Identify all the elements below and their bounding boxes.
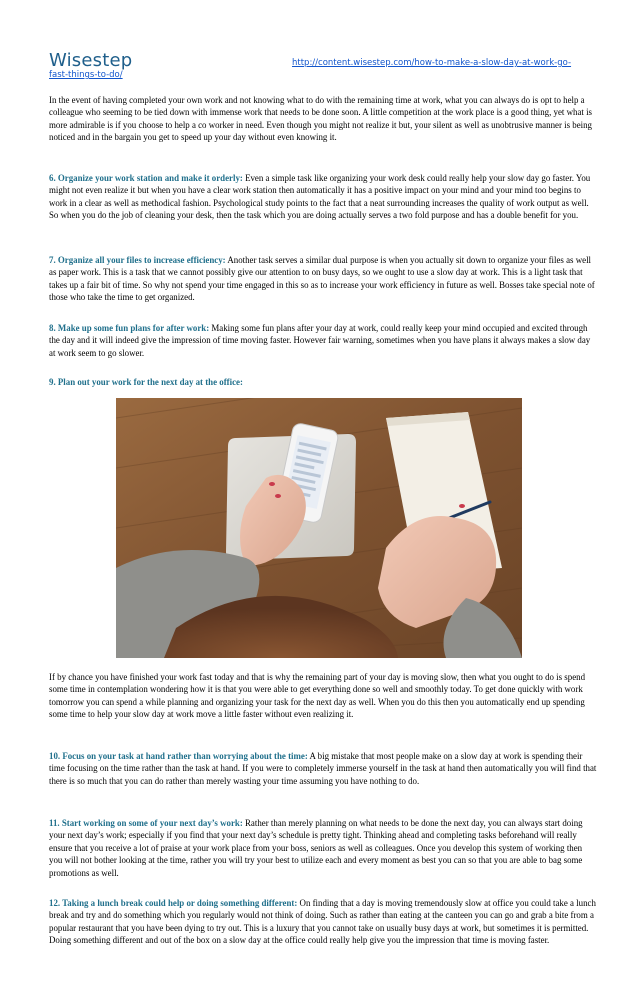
section-7-body: Another task serves a similar dual purpose is when you actually sit down to organize your files as well as paper work. This is a task that we cannot possibly give our attention to on busy days, so we ought to use a slow day at work. This is a light task that takes up a fair bit of time. So why not spend your time engaged in this so as to increase your work efficiency in future as well. Bosses take special note of those who take the time to get organized.: [49, 255, 595, 303]
brand-title: Wisestep: [49, 50, 133, 71]
section-12-body: On finding that a day is moving tremendously slow at office you could take a lunch break and try and do something which you regularly would not think of doing. Such as rather than eating at the canteen you can go and grab a bite from a popular restaurant that you have been dying to try out. This is a luxury that you cannot take on usually busy days at work, but sometimes it is permitted. Doing something different and out of the box on a slow day at the office could really help give you the impression that time is moving faster.: [49, 898, 596, 946]
section-7-heading: 7. Organize all your files to increase efficiency:: [49, 255, 226, 265]
section-8: [49, 322, 597, 359]
photo-desk-phone-notebook-icon: [116, 398, 522, 658]
section-9-heading: 9. Plan out your work for the next day at the office:: [49, 377, 243, 387]
section-10-heading: 10. Focus on your task at hand rather than worrying about the time:: [49, 751, 308, 761]
section-10-body: A big mistake that most people make on a slow day at work is spending their time focusing on the time rather than the task at hand. If you were to completely immerse yourself in the task at hand then automatically you will find that there is so much that you can do rather than merely wasting your time assuming you have nothing to do.: [49, 751, 597, 786]
section-6-body: Even a simple task like organizing your work desk could really help your slow day go faster. You might not even realize it but when you have a clear work station then automatically it has a positive impact on your mind and your mind too begins to work in a clear as well as methodical fashion. Psychological study points to the fact that a neat surrounding increases the quality of work output as well. So when you do the job of cleaning your desk, then the task which you are doing actually serves a two fold purpose and has a double benefit for you.: [49, 173, 591, 221]
section-9: [49, 376, 597, 388]
section-10: [49, 750, 597, 787]
section-11: [49, 817, 597, 879]
section-7: [49, 254, 597, 304]
source-link-line-1[interactable]: http://content.wisestep.com/how-to-make-a-slow-day-at-work-go-: [292, 58, 572, 68]
section-12-heading: 12. Taking a lunch break could help or doing something different:: [49, 898, 298, 908]
after-image-paragraph: If by chance you have finished your work fast today and that is why the remaining part of your day is moving slow, then what you ought to do is spend some time in contemplation wondering how it is that you were able to get everything done so well and smoothly today. To get done quickly with work tomorrow you can spend a while planning and organizing your task for the next day as well. When you do this then you automatically end up spending some time to help your slow day at work move a little faster without even realizing it.: [49, 672, 586, 720]
section-6-heading: 6. Organize your work station and make it orderly:: [49, 173, 243, 183]
section-11-body: Rather than merely planning on what needs to be done the next day, you can always start doing your next day’s work; especially if you find that your next day’s schedule is pretty tight. Thinking ahead and completing tasks beforehand will really ensure that you receive a lot of praise at your work place from your boss, seniors as well as colleagues. Once you develop this system of working then you will not bother looking at the time, rather you will try your best to utilize each and every moment as best you can so that you are able to bag some promotions as well.: [49, 818, 583, 878]
intro-paragraph: In the event of having completed your own work and not knowing what to do with the remaining time at work, what you can always do is opt to help a colleague who seeming to be tied down with immense work that needs to be done soon. A little competition at the work place is a good thing, yet what is more admirable is if you choose to help a co worker in need. Even though you might not realize it but, your silent as well as unobtrusive manner is being noticed and in the bargain you get to speed up your day without even knowing it.: [49, 95, 592, 143]
section-12: [49, 897, 597, 947]
section-8-heading: 8. Make up some fun plans for after work:: [49, 323, 210, 333]
section-11-heading: 11. Start working on some of your next day’s work:: [49, 818, 243, 828]
desk-photo: [116, 398, 522, 658]
source-link-line-2[interactable]: fast-things-to-do/: [49, 70, 123, 80]
section-6: [49, 172, 597, 222]
section-8-body: Making some fun plans after your day at work, could really keep your mind occupied and excited through the day and it will indeed give the impression of time moving faster. However fair warning, sometimes when you have plans it always makes a slow day at work seem to go slower.: [49, 323, 591, 358]
